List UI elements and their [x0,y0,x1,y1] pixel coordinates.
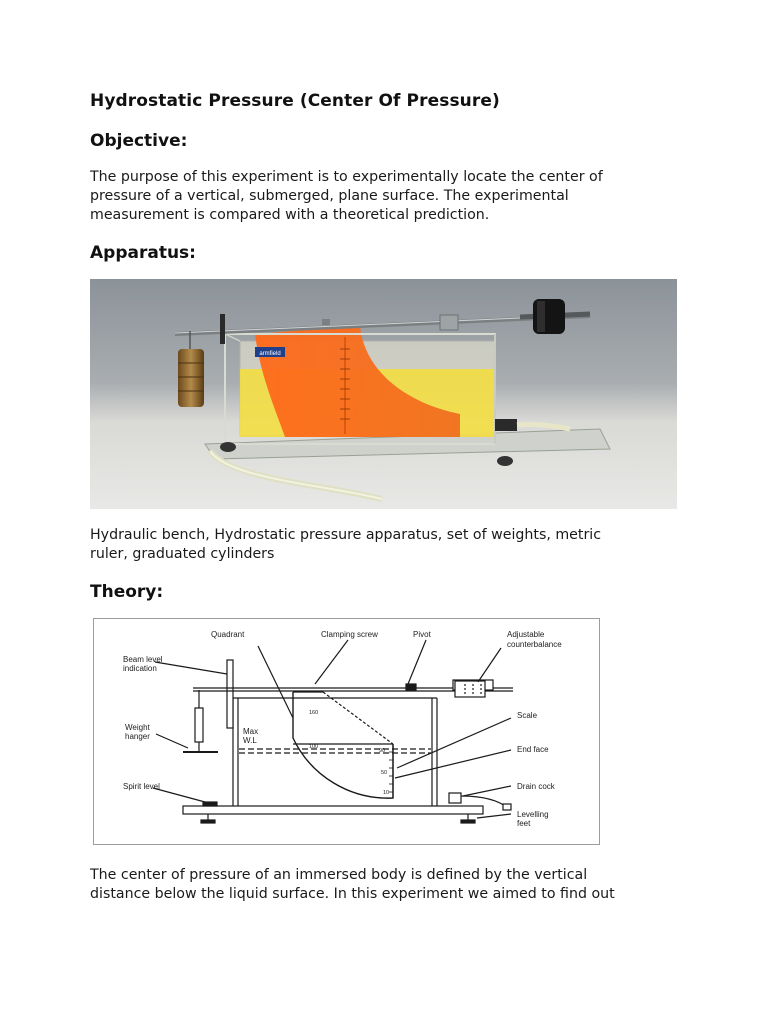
label-counterbalance: counterbalance [507,640,562,649]
objective-line-2: pressure of a vertical, submerged, plane surface. The experimental [90,188,569,204]
apparatus-label-text: armfield [259,351,281,357]
objective-line-3: measurement is compared with a theoretical prediction. [90,207,490,223]
label-wl: W.L [243,736,257,745]
apparatus-line-2: ruler, graduated cylinders [90,546,275,562]
label-hanger: hanger [125,732,150,741]
theory-paragraph [90,866,670,904]
label-quadrant: Quadrant [211,630,245,639]
label-scale: Scale [517,711,538,720]
document-title: Hydrostatic Pressure (Center Of Pressure) [90,91,500,111]
apparatus-photo [90,279,677,509]
apparatus-line-1: Hydraulic bench, Hydrostatic pressure apparatus, set of weights, metric [90,527,602,543]
scale-number: 160 [309,710,319,716]
label-spirit-level: Spirit level [123,782,160,791]
scale-number: 90 [379,748,386,754]
theory-heading: Theory: [90,582,164,602]
label-levelling: Levelling [517,810,549,819]
label-adjustable: Adjustable [507,630,545,639]
label-clamping-screw: Clamping screw [321,630,378,639]
scale-number: 10 [383,790,390,796]
label-weight: Weight [125,723,150,732]
objective-line-1: The purpose of this experiment is to experimentally locate the center of [90,169,603,185]
scale-number: 100 [309,744,319,750]
apparatus-paragraph [90,526,670,564]
theory-line-1: The center of pressure of an immersed body is defined by the vertical [90,867,588,883]
label-drain-cock: Drain cock [517,782,555,791]
label-feet: feet [517,819,531,828]
objective-paragraph [90,168,670,225]
label-beam-level: Beam level [123,655,163,664]
label-max: Max [243,727,259,736]
label-indication: indication [123,664,157,673]
theory-line-2: distance below the liquid surface. In this experiment we aimed to find out [90,886,615,902]
scale-number: 50 [381,770,388,776]
label-pivot: Pivot [413,630,431,639]
apparatus-heading: Apparatus: [90,243,196,263]
apparatus-diagram [93,618,600,845]
objective-heading: Objective: [90,131,188,151]
label-end-face: End face [517,745,549,754]
